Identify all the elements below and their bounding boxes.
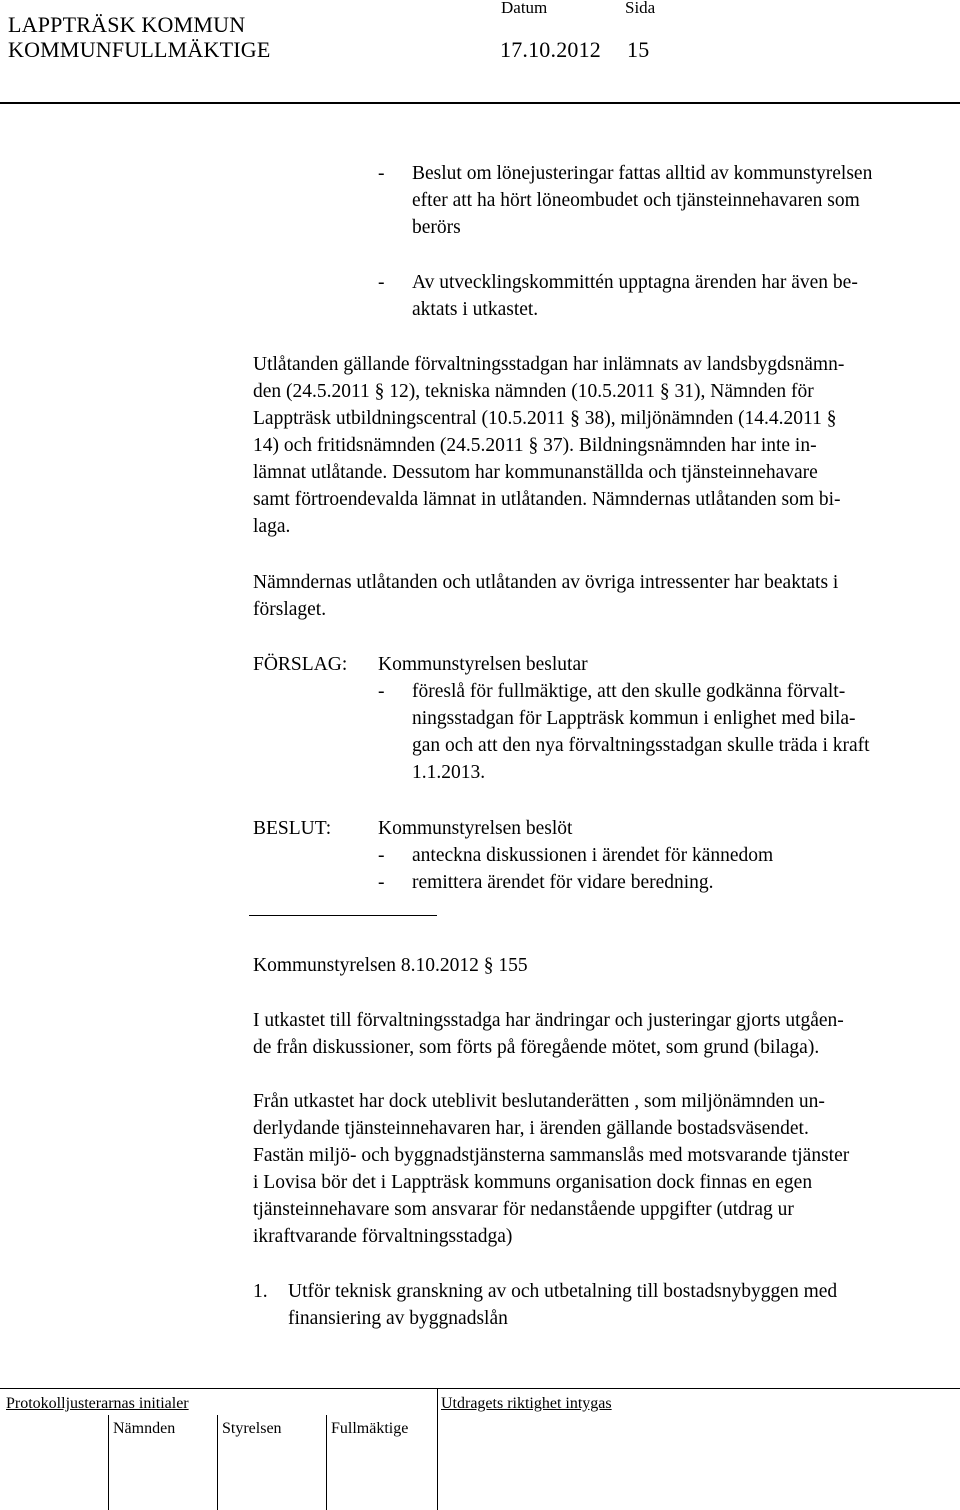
numbered-item-line: finansiering av byggnadslån [288, 1308, 508, 1329]
decision-dash: - [378, 845, 385, 866]
footer-grid-line [217, 1415, 218, 1510]
paragraph-line: Lappträsk utbildningscentral (10.5.2011 § 38), miljönämnden (14.4.2011 § [253, 408, 837, 429]
decision-item: remittera ärendet för vidare beredning. [412, 872, 714, 893]
certified-label: Utdragets riktighet intygas [441, 1395, 612, 1412]
bullet-dash: - [378, 163, 385, 184]
footer-col-council: Fullmäktige [331, 1420, 409, 1437]
paragraph-line: derlydande tjänsteinnehavaren har, i ärenden gällande bostadsväsendet. [253, 1118, 809, 1139]
paragraph-line: Fastän miljö- och byggnadstjänsterna sammanslås med motsvarande tjänster [253, 1145, 850, 1166]
header-divider [0, 102, 960, 104]
bullet-line: Beslut om lönejusteringar fattas alltid av kommunstyrelsen [412, 163, 873, 184]
numbered-item-number: 1. [253, 1281, 268, 1302]
footer-col-executive: Styrelsen [222, 1420, 282, 1437]
section-divider [249, 915, 437, 916]
numbered-item-line: Utför teknisk granskning av och utbetalning till bostadsnybyggen med [288, 1281, 838, 1302]
org-name: LAPPTRÄSK KOMMUN [8, 12, 246, 37]
paragraph-line: lämnat utlåtande. Dessutom har kommunanställda och tjänsteinnehavare [253, 462, 818, 483]
bullet-line: Av utvecklingskommittén upptagna ärenden har även be- [412, 272, 858, 293]
proposal-line: ningsstadgan för Lappträsk kommun i enlighet med bila- [412, 708, 856, 729]
paragraph-line: Utlåtanden gällande förvaltningsstadgan har inlämnats av landsbygdsnämn- [253, 354, 845, 375]
page-number: 15 [627, 37, 650, 62]
paragraph-line: I utkastet till förvaltningsstadga har ändringar och justeringar gjorts utgåen- [253, 1010, 844, 1031]
footer-divider [0, 1388, 960, 1389]
decision-dash: - [378, 872, 385, 893]
proposal-label: FÖRSLAG: [253, 654, 348, 675]
date-label: Datum [501, 0, 548, 17]
footer-col-board: Nämnden [113, 1420, 176, 1437]
paragraph-line: samt förtroendevalda lämnat in utlåtanden. Nämndernas utlåtanden som bi- [253, 489, 841, 510]
paragraph-line: Nämndernas utlåtanden och utlåtanden av övriga intressenter har beaktats i [253, 572, 839, 593]
proposal-line: gan och att den nya förvaltningsstadgan skulle träda i kraft [412, 735, 870, 756]
paragraph-line: den (24.5.2011 § 12), tekniska nämnden (10.5.2011 § 31), Nämnden för [253, 381, 814, 402]
meeting-reference: Kommunstyrelsen 8.10.2012 § 155 [253, 955, 528, 976]
footer-grid-line [326, 1415, 327, 1510]
paragraph-line: ikraftvarande förvaltningsstadga) [253, 1226, 513, 1247]
proposal-line: föreslå för fullmäktige, att den skulle godkänna förvalt- [412, 681, 846, 702]
bullet-line: efter att ha hört löneombudet och tjänsteinnehavaren som [412, 190, 860, 211]
initials-label: Protokolljusterarnas initialer [6, 1395, 189, 1412]
page-label: Sida [625, 0, 656, 17]
decision-label: BESLUT: [253, 818, 332, 839]
body-name: KOMMUNFULLMÄKTIGE [8, 37, 271, 62]
paragraph-line: de från diskussioner, som förts på föregående mötet, som grund (bilaga). [253, 1037, 820, 1058]
decision-heading: Kommunstyrelsen beslöt [378, 818, 573, 839]
bullet-dash: - [378, 272, 385, 293]
paragraph-line: tjänsteinnehavare som ansvarar för nedanstående uppgifter (utdrag ur [253, 1199, 794, 1220]
paragraph-line: 14) och fritidsnämnden (24.5.2011 § 37). Bildningsnämnden har inte in- [253, 435, 817, 456]
footer-grid-line [437, 1389, 438, 1510]
bullet-line: aktats i utkastet. [412, 299, 539, 320]
paragraph-line: förslaget. [253, 599, 327, 620]
footer-grid-line [108, 1415, 109, 1510]
paragraph-line: Från utkastet har dock uteblivit beslutanderätten , som miljönämnden un- [253, 1091, 825, 1112]
decision-item: anteckna diskussionen i ärendet för kännedom [412, 845, 774, 866]
proposal-dash: - [378, 681, 385, 702]
paragraph-line: i Lovisa bör det i Lappträsk kommuns organisation dock finnas en egen [253, 1172, 813, 1193]
proposal-line: 1.1.2013. [412, 762, 486, 783]
meeting-date: 17.10.2012 [500, 37, 601, 62]
proposal-heading: Kommunstyrelsen beslutar [378, 654, 588, 675]
paragraph-line: laga. [253, 516, 291, 537]
bullet-line: berörs [412, 217, 461, 238]
